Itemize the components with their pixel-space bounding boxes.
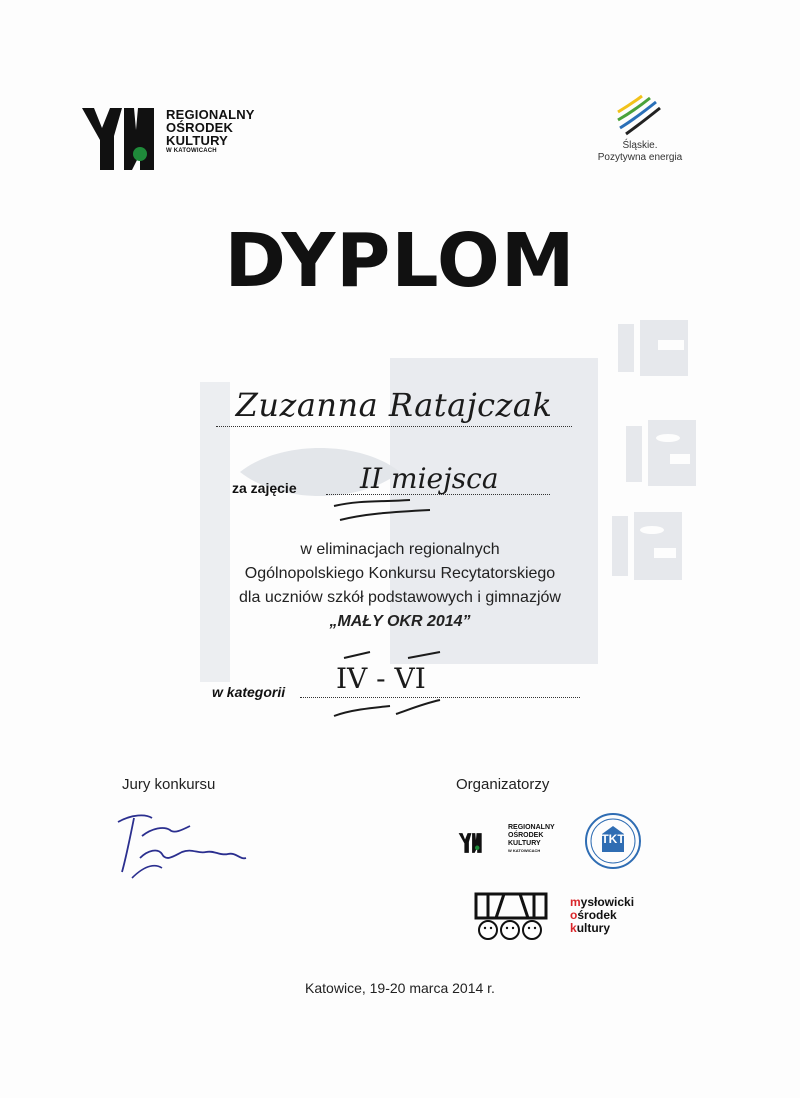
description-line: dla uczniów szkół podstawowych i gimnazjów (239, 589, 561, 606)
mok-line-rest: ysłowicki (580, 895, 635, 909)
mok-logo-line: ośrodek (570, 908, 617, 922)
mok-logo (570, 896, 634, 935)
rok-mini-text (508, 824, 555, 854)
category-label: w kategorii (212, 684, 286, 700)
competition-edition: „MAŁY OKR 2014” (329, 613, 471, 630)
slaskie-line1: Śląskie. (622, 140, 658, 151)
rok-logo-line: OŚRODEK (166, 120, 234, 135)
rok-logo-line: REGIONALNY (166, 107, 255, 122)
tkt-logo-text: TKT (601, 832, 625, 846)
handwritten-underline (330, 496, 450, 524)
jury-signature (112, 808, 252, 884)
mok-line-rest: środek (577, 908, 617, 922)
place-and-date: Katowice, 19-20 marca 2014 r. (305, 980, 495, 996)
place-label: za zajęcie (232, 480, 297, 496)
category-value: IV - VI (336, 662, 426, 695)
mok-logo-line: mysłowicki (570, 895, 635, 909)
rok-mini-line: REGIONALNY (508, 824, 555, 831)
slaskie-waves-icon (612, 92, 662, 136)
mok-logo-line: kultury (570, 921, 611, 935)
handwritten-dashes (330, 640, 460, 730)
faces-logo-icon (474, 888, 548, 942)
organizers-label: Organizatorzy (456, 776, 550, 793)
jury-label: Jury konkursu (122, 776, 216, 793)
rok-mini-small: W KATOWICACH (508, 848, 541, 853)
rok-logo-small: W KATOWICACH (166, 148, 217, 154)
recipient-name: Zuzanna Ratajczak (235, 386, 553, 424)
slaskie-text (580, 140, 700, 164)
mok-line-rest: ultury (576, 921, 611, 935)
rok-logo-text (166, 108, 255, 155)
rok-mini-logo-icon (458, 824, 506, 862)
rok-mini-line: OŚRODEK (508, 832, 544, 839)
slaskie-line2: Pozytywna energia (597, 152, 683, 163)
rok-mini-line: KULTURY (508, 840, 541, 847)
background-frame-icon (626, 420, 698, 486)
place-value: II miejsca (360, 462, 499, 495)
description-line: Ogólnopolskiego Konkursu Recytatorskiego (244, 565, 556, 582)
diploma-title: DYPLOM (224, 218, 576, 304)
rok-logo-line: KULTURY (166, 133, 229, 148)
background-panel (200, 382, 230, 682)
description-line: w eliminacjach regionalnych (300, 541, 500, 558)
name-dotted-line (216, 426, 572, 427)
background-frame-icon (618, 320, 690, 376)
